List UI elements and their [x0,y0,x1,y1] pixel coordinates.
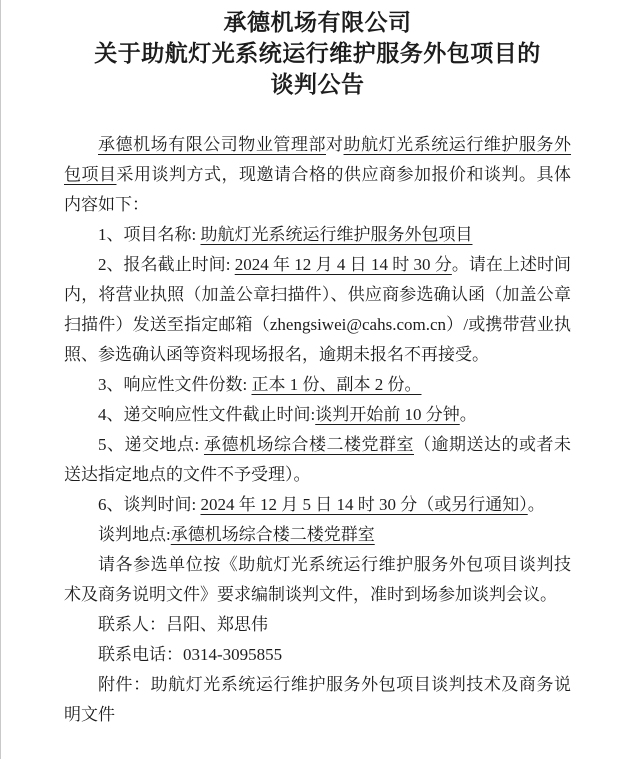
text: 1、项目名称: [98,225,201,244]
text: 6、谈判时间: [98,495,201,514]
text: 5、递交地点: [98,435,204,454]
paragraph-intro [64,130,571,220]
title-line-subject: 关于助航灯光系统运行维护服务外包项目的 [94,41,541,66]
underlined-text: 助航灯光系统运行维护服务外包项目 [64,135,572,184]
paragraph-negotiation-place [64,520,571,550]
paragraph-contact-person [64,610,571,640]
document-body [64,130,571,730]
text: 2、报名截止时间: [98,255,235,274]
text: 。 [459,405,477,424]
underlined-text: 谈判开始前 10 分钟 [315,405,460,424]
text: 采用谈判方式，现邀请合格的供应商参加报价和谈判。具体内容如下： [64,165,571,214]
paragraph-contact-phone [64,640,571,670]
text: 。 [527,495,545,514]
text: 联系人：吕阳、郑思伟 [98,615,268,634]
underlined-text: 2024 年 12 月 5 日 14 时 30 分（或另行通知） [200,495,528,514]
text: 。请在上述时间内，将营业执照（加盖公章扫描件）、供应商参选确认函（加盖公章扫描件）发送至指定邮箱（zhengsiwei@cahs.com.cn）/或携带营业执照、参选确认函等资料现场报名，逾期未报名不再接受。 [64,255,572,364]
underlined-text: 承德机场有限公司物业管理部 [98,135,326,154]
document-title [1,0,634,100]
text: 附件：助航灯光系统运行维护服务外包项目谈判技术及商务说明文件 [64,675,571,724]
title-line-company: 承德机场有限公司 [223,10,412,35]
paragraph-instruction [64,550,571,610]
paragraph-attachment [64,670,571,730]
underlined-text: 正本 1 份、副本 2 份。 [251,375,422,394]
text: 对 [326,135,344,154]
underlined-text: 2024 年 12 月 4 日 14 时 30 分 [234,255,452,274]
paragraph-item-4-submission-deadline [64,400,571,430]
text: 3、响应性文件份数: [98,375,252,394]
paragraph-item-2-registration-deadline [64,250,571,370]
text: 请各参选单位按《助航灯光系统运行维护服务外包项目谈判技术及商务说明文件》要求编制谈判文件，准时到场参加谈判会议。 [64,555,571,604]
underlined-text: 承德机场综合楼二楼党群室 [203,435,414,454]
paragraph-item-3-document-copies [64,370,571,400]
text: （逾期送达的或者未送达指定地点的文件不予受理）。 [64,435,572,484]
text: 联系电话：0314-3095855 [98,645,283,664]
text: 谈判地点: [98,525,171,544]
paragraph-item-5-submission-place [64,430,571,490]
text: 4、递交响应性文件截止时间: [98,405,316,424]
paragraph-item-1-project-name [64,220,571,250]
paragraph-item-6-negotiation-time [64,490,571,520]
underlined-text: 助航灯光系统运行维护服务外包项目 [200,225,473,244]
underlined-text: 承德机场综合楼二楼党群室 [170,525,375,544]
title-line-type: 谈判公告 [270,72,365,97]
